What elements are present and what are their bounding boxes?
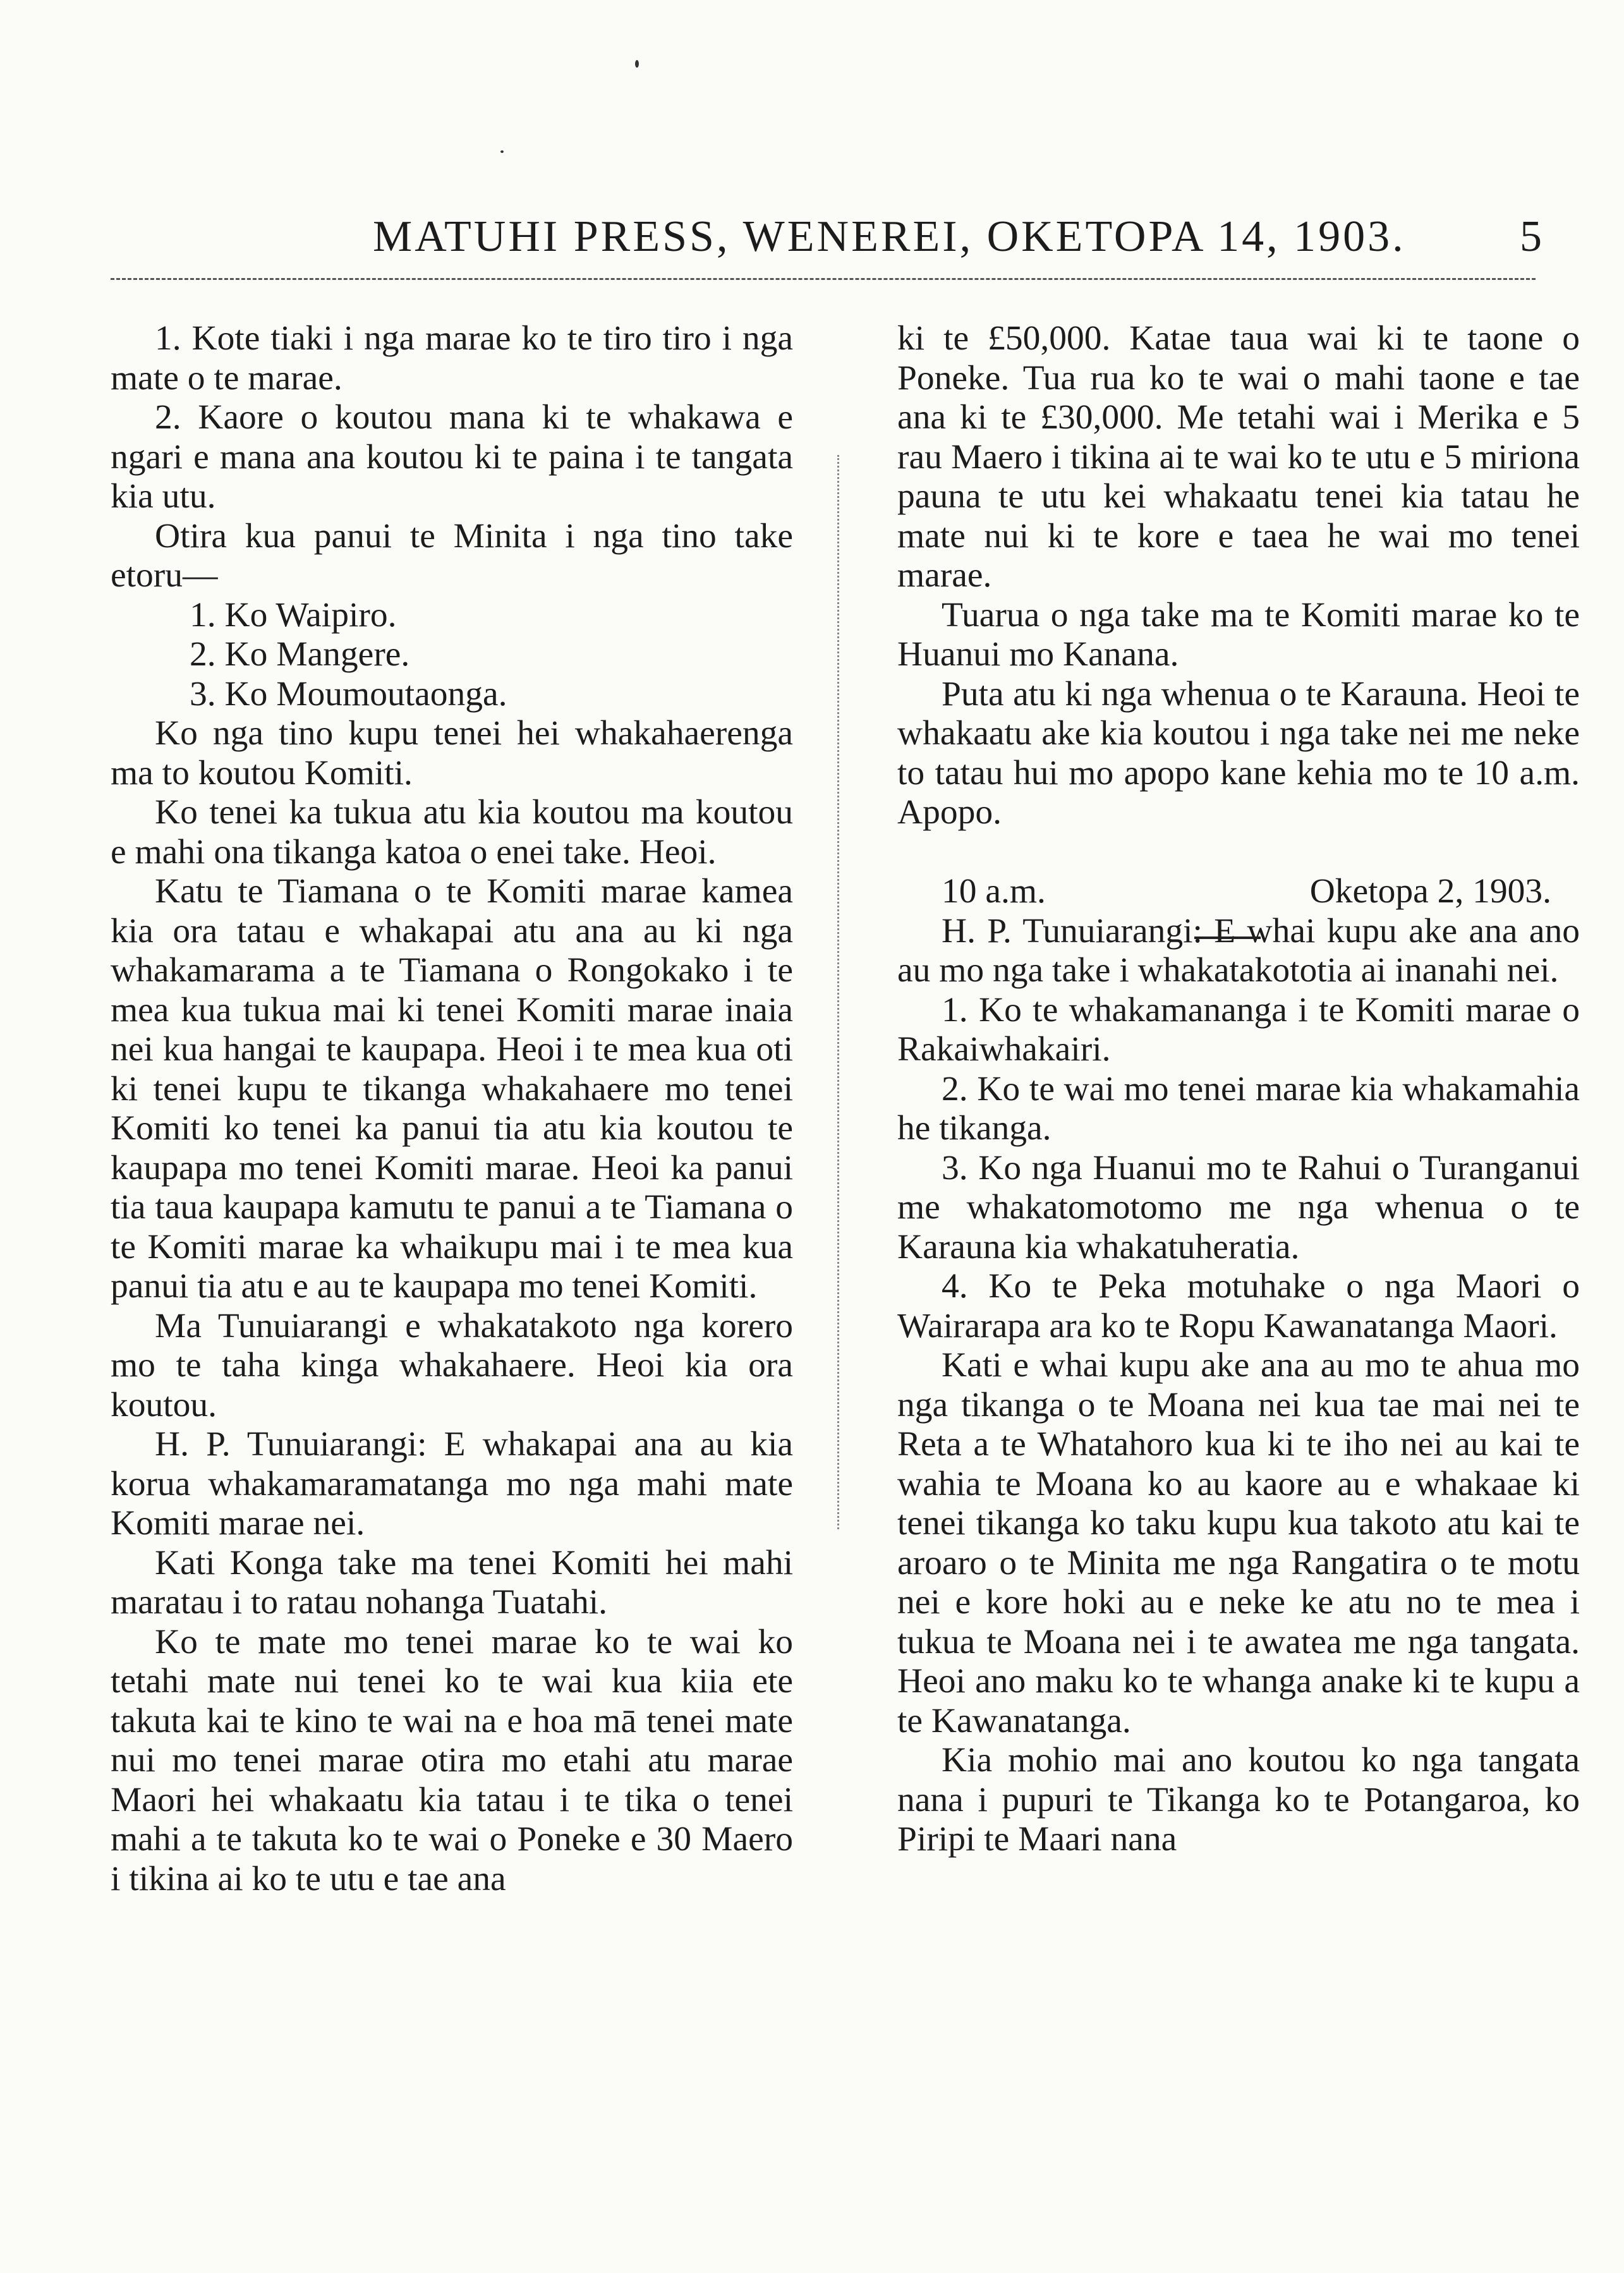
ink-speck	[500, 150, 504, 153]
paragraph: Katu te Tiamana o te Komiti marae kamea kia ora tatau e whakapai atu ana au ki nga whakamarama a te Tiamana o Rongokako i te mea kua tukua mai ki tenei Komiti marae inaia nei kua hangai te kaupapa. Heoi i te mea kua oti ki tenei kupu te tikanga whakahaere mo tenei Komiti ko tenei ka panui tia atu kia koutou te kaupapa mo tenei Komiti marae. Heoi ka panui tia taua kaupapa kamutu te panui a te Tiamana o te Komiti marae ka whaikupu mai i te mea kua panui tia atu e au te kaupapa mo tenei Komiti.	[111, 872, 793, 1306]
header-rule	[111, 278, 1536, 280]
paragraph: 2. Kaore o koutou mana ki te whakawa e ngari e mana ana koutou ki te paina i te tangata kia utu.	[111, 398, 793, 516]
paragraph: Kati Konga take ma tenei Komiti hei mahi maratau i to ratau nohanga Tuatahi.	[111, 1543, 793, 1621]
dateline-date: Oketopa 2, 1903.	[1309, 872, 1551, 911]
paragraph: Kati e whai kupu ake ana au mo te ahua mo nga tikanga o te Moana nei kua tae mai nei te Reta a te Whatahoro kua ki te iho nei au kai te wahia te Moana ko au kaore au e whakaae ki tenei tikanga ko taku kupu kua takoto atu kai te aroaro o te Minita me nga Rangatira o te motu nei e kore hoki au e neke ke atu no te mea i tukua te Moana nei i te awatea me nga tangata. Heoi ano maku ko te whanga anake ki te kupu a te Kawanatanga.	[897, 1346, 1580, 1740]
paragraph: Ko nga tino kupu tenei hei whakahaerenga ma to koutou Komiti.	[111, 714, 793, 792]
masthead-title: MATUHI PRESS, WENEREI, OKETOPA 14, 1903.	[373, 212, 1406, 261]
paragraph: 1. Ko Waipiro.	[190, 595, 397, 634]
paragraph: 3. Ko nga Huanui mo te Rahui o Turanganui me whakatomotomo me nga whenua o te Karauna kia whakatuheratia.	[897, 1148, 1580, 1266]
paragraph: H. P. Tunuiarangi: E whakapai ana au kia korua whakamaramatanga mo nga mahi mate Komiti marae nei.	[111, 1425, 793, 1543]
section-spacer	[897, 833, 1580, 873]
paragraph: ki te £50,000. Katae taua wai ki te taone o Poneke. Tua rua ko te wai o mahi taone e tae ana ki te £30,000. Me tetahi wai i Merika e 5 rau Maero i tikina ai te wai ko te utu e 5 miriona pauna te utu kei whakaatu tenei kia tatau he mate nui ki te kore e taea he wai mo tenei marae.	[897, 319, 1580, 595]
left-column	[111, 319, 793, 1899]
paragraph: Ma Tunuiarangi e whakatakoto nga korero mo te taha kinga whakahaere. Heoi kia ora koutou.	[111, 1306, 793, 1424]
paragraph: 1. Ko te whakamananga i te Komiti marae o Rakaiwhakairi.	[897, 990, 1580, 1069]
paragraph: Kia mohio mai ano koutou ko nga tangata nana i pupuri te Tikanga ko te Potangaroa, ko Piripi te Maari nana	[897, 1741, 1580, 1858]
paragraph: Ko te mate mo tenei marae ko te wai ko tetahi mate nui tenei ko te wai kua kiia ete takuta kai te kino te wai na e hoa mā tenei mate nui mo tenei marae otira mo etahi atu marae Maori hei whakaatu kia tatau i te tika o tenei mahi a te takuta ko te wai o Poneke e 30 Maero i tikina ai ko te utu e tae ana	[111, 1622, 793, 1898]
paragraph: 2. Ko te wai mo tenei marae kia whakamahia he tikanga.	[897, 1069, 1580, 1148]
paragraph: 3. Ko Moumoutaonga.	[190, 674, 507, 713]
column-divider	[837, 455, 839, 1529]
dateline	[897, 872, 1580, 912]
paragraph: Puta atu ki nga whenua o te Karauna. Heoi te whakaatu ake kia koutou i nga take nei me neke to tatau hui mo apopo kane kehia mo te 10 a.m. Apopo.	[897, 674, 1580, 832]
ink-speck	[635, 60, 639, 68]
paragraph: Tuarua o nga take ma te Komiti marae ko te Huanui mo Kanana.	[897, 595, 1580, 674]
paragraph: Otira kua panui te Minita i nga tino take etoru—	[111, 516, 793, 595]
paragraph: 1. Kote tiaki i nga marae ko te tiro tiro i nga mate o te marae.	[111, 319, 793, 397]
paragraph: Ko tenei ka tukua atu kia koutou ma koutou e mahi ona tikanga katoa o enei take. Heoi.	[111, 793, 793, 871]
right-column-top	[897, 319, 1580, 833]
page-number: 5	[1520, 212, 1542, 261]
paragraph: 2. Ko Mangere.	[190, 635, 410, 674]
dateline-time: 10 a.m.	[942, 872, 1046, 911]
section-rule	[1194, 936, 1261, 939]
right-column	[897, 319, 1580, 1860]
page-header	[114, 212, 1542, 269]
paragraph: H. P. Tunuiarangi: E whai kupu ake ana ano au mo nga take i whakatakototia ai inanahi nei.	[897, 911, 1580, 990]
right-column-bottom	[897, 912, 1580, 1860]
paragraph: 4. Ko te Peka motuhake o nga Maori o Wairarapa ara ko te Ropu Kawanatanga Maori.	[897, 1267, 1580, 1345]
